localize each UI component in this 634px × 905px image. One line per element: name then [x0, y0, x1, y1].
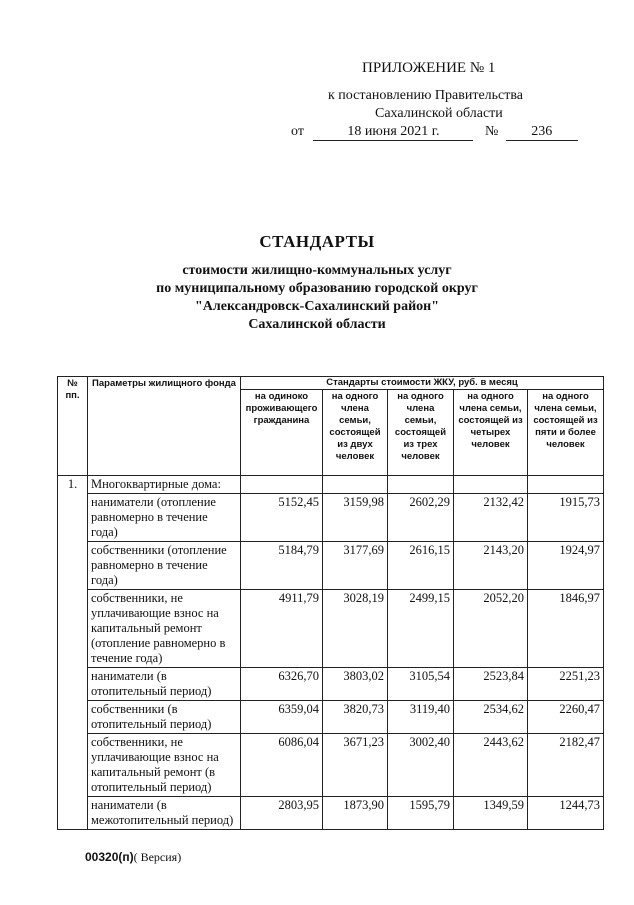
- section-label: Многоквартирные дома:: [88, 476, 241, 494]
- table-row: [58, 668, 604, 701]
- value-cell: 5152,45: [241, 494, 323, 542]
- value-cell: 5184,79: [241, 542, 323, 590]
- subtitle-line: Сахалинской области: [248, 317, 386, 332]
- row-label: собственники (в отопительный период): [88, 701, 241, 734]
- decree-number: 236: [506, 124, 578, 141]
- subtitle-line: стоимости жилищно-коммунальных услуг: [182, 263, 452, 278]
- column-header-four: на одного члена семьи, состоящей из четырех человек: [454, 390, 528, 476]
- value-cell: 3105,54: [388, 668, 454, 701]
- value-cell: 4911,79: [241, 590, 323, 668]
- column-header-three: на одного члена семьи, состоящей из трех человек: [388, 390, 454, 476]
- value-cell: 1915,73: [528, 494, 604, 542]
- value-cell: 3177,69: [323, 542, 388, 590]
- from-label: от: [291, 124, 304, 139]
- value-cell: 2182,47: [528, 734, 604, 797]
- value-cell: 2251,23: [528, 668, 604, 701]
- value-cell: 3159,98: [323, 494, 388, 542]
- table-row: [58, 797, 604, 830]
- value-cell: 2616,15: [388, 542, 454, 590]
- number-label: №: [484, 124, 499, 139]
- value-cell: 2602,29: [388, 494, 454, 542]
- value-cell: 2443,62: [454, 734, 528, 797]
- value-cell: 2260,47: [528, 701, 604, 734]
- decree-date-number: [291, 124, 578, 141]
- value-cell: 1846,97: [528, 590, 604, 668]
- table-row: [58, 494, 604, 542]
- value-cell: 1924,97: [528, 542, 604, 590]
- section-number: 1.: [58, 476, 88, 830]
- document-version: ( Версия): [133, 850, 182, 864]
- value-cell: 2052,20: [454, 590, 528, 668]
- value-cell: 1349,59: [454, 797, 528, 830]
- table-row: [58, 701, 604, 734]
- value-cell: 3671,23: [323, 734, 388, 797]
- value-cell: 1244,73: [528, 797, 604, 830]
- value-cell: 6326,70: [241, 668, 323, 701]
- decree-date: 18 июня 2021 г.: [313, 124, 473, 141]
- value-cell: 2803,95: [241, 797, 323, 830]
- subtitle-line: "Александровск-Сахалинский район": [195, 299, 439, 314]
- document-subtitle: [0, 262, 634, 334]
- table-row: [58, 734, 604, 797]
- decree-reference: к постановлению Правительства: [328, 88, 524, 103]
- value-cell: 3002,40: [388, 734, 454, 797]
- footer: [85, 850, 181, 865]
- row-label: собственники (отопление равномерно в течение года): [88, 542, 241, 590]
- value-cell: 2499,15: [388, 590, 454, 668]
- table-row: [58, 542, 604, 590]
- value-cell: 3820,73: [323, 701, 388, 734]
- value-cell: 1595,79: [388, 797, 454, 830]
- value-cell: 2523,84: [454, 668, 528, 701]
- value-cell: 2143,20: [454, 542, 528, 590]
- appendix-title: ПРИЛОЖЕНИЕ № 1: [362, 60, 496, 76]
- subtitle-line: по муниципальному образованию городской округ: [156, 281, 478, 296]
- row-label: наниматели (отопление равномерно в течение года): [88, 494, 241, 542]
- value-cell: 6086,04: [241, 734, 323, 797]
- value-cell: 3028,19: [323, 590, 388, 668]
- value-cell: 3119,40: [388, 701, 454, 734]
- row-label: собственники, не уплачивающие взнос на капитальный ремонт (отопление равномерно в течение года): [88, 590, 241, 668]
- column-header-single: на одиноко проживающего гражданина: [241, 390, 323, 476]
- value-cell: 2132,42: [454, 494, 528, 542]
- region-name: Сахалинской области: [375, 106, 503, 121]
- row-label: собственники, не уплачивающие взнос на капитальный ремонт (в отопительный период): [88, 734, 241, 797]
- column-group-header: Стандарты стоимости ЖКУ, руб. в месяц: [241, 377, 604, 390]
- table-cell: [528, 476, 604, 494]
- value-cell: 3803,02: [323, 668, 388, 701]
- table-cell: [323, 476, 388, 494]
- table-row: [58, 590, 604, 668]
- row-label: наниматели (в отопительный период): [88, 668, 241, 701]
- column-header-number: № пп.: [58, 377, 88, 476]
- document-code: 00320(п): [85, 850, 134, 864]
- column-header-five: на одного члена семьи, состоящей из пяти и более человек: [528, 390, 604, 476]
- table-cell: [454, 476, 528, 494]
- column-header-two: на одного члена семьи, состоящей из двух человек: [323, 390, 388, 476]
- value-cell: 2534,62: [454, 701, 528, 734]
- table-cell: [241, 476, 323, 494]
- standards-table: [57, 376, 604, 830]
- table-cell: [388, 476, 454, 494]
- document-title: СТАНДАРТЫ: [259, 232, 375, 251]
- value-cell: 6359,04: [241, 701, 323, 734]
- value-cell: 1873,90: [323, 797, 388, 830]
- row-label: наниматели (в межотопительный период): [88, 797, 241, 830]
- column-header-params: Параметры жилищного фонда: [88, 377, 241, 476]
